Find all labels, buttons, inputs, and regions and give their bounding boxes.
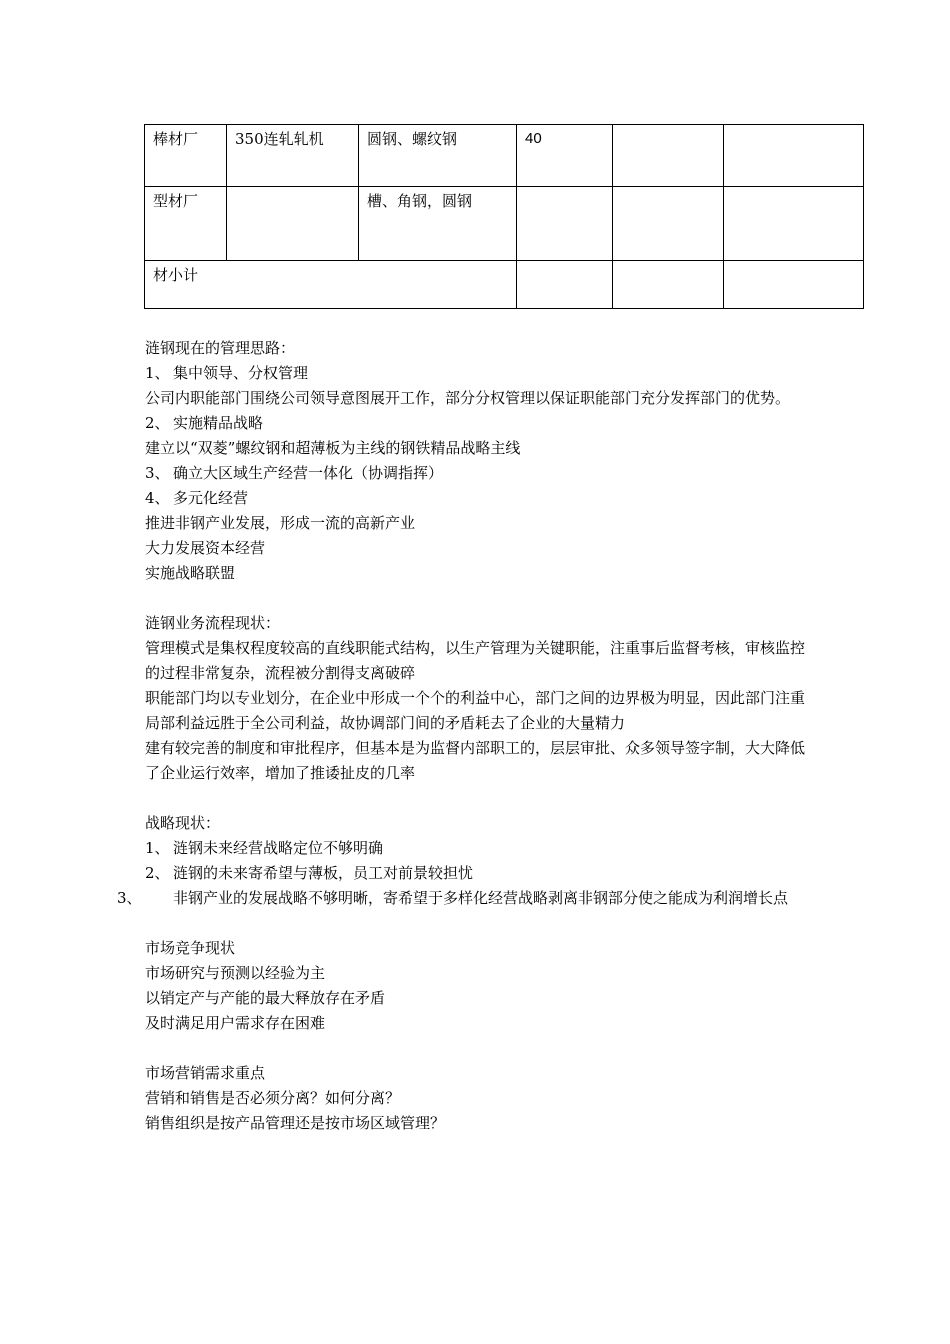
table-cell: 350连轧轧机 <box>227 125 359 187</box>
table-row <box>145 261 864 309</box>
table-cell: 圆钢、螺纹钢 <box>359 125 517 187</box>
list-item <box>145 461 825 486</box>
list-item <box>145 861 825 886</box>
paragraph: 以销定产与产能的最大释放存在矛盾 <box>145 989 386 1007</box>
section-title-marketing: 市场营销需求重点 <box>145 1064 266 1082</box>
paragraph: 营销和销售是否必须分离？如何分离？ <box>145 1089 401 1107</box>
section-title-mgmt: 涟钢现在的管理思路： <box>145 339 296 357</box>
spacer <box>145 586 825 611</box>
list-number: 3、 <box>117 889 142 907</box>
list-item <box>145 486 825 511</box>
paragraph: 建有较完善的制度和审批程序，但基本是为监督内部职工的，层层审批、众多领导签字制，大大降低了企业运行效率，增加了推诿扯皮的几率 <box>145 739 806 782</box>
section-title-market: 市场竞争现状 <box>145 939 236 957</box>
list-item <box>117 886 823 911</box>
list-number: 2、 <box>145 864 170 882</box>
table-row <box>145 125 864 187</box>
section-title-process: 涟钢业务流程现状： <box>145 614 281 632</box>
table-cell <box>227 187 359 261</box>
list-item <box>145 361 825 386</box>
list-number: 1、 <box>145 839 170 857</box>
table-cell: 槽、角钢，圆钢 <box>359 187 517 261</box>
paragraph: 市场研究与预测以经验为主 <box>145 964 326 982</box>
section-title-strategy: 战略现状： <box>145 814 221 832</box>
table-cell <box>724 261 864 309</box>
list-text: 实施精品战略 <box>173 414 264 432</box>
list-number: 4、 <box>145 489 170 507</box>
paragraph: 公司内职能部门围绕公司领导意图展开工作，部分分权管理以保证职能部门充分发挥部门的优势。 <box>145 389 791 407</box>
list-text: 确立大区域生产经营一体化（协调指挥） <box>173 464 444 482</box>
table-cell: 棒材厂 <box>145 125 227 187</box>
table-cell <box>724 187 864 261</box>
list-item <box>145 836 825 861</box>
table-cell <box>517 187 613 261</box>
paragraph: 管理模式是集权程度较高的直线职能式结构，以生产管理为关键职能，注重事后监督考核，审核监控的过程非常复杂，流程被分割得支离破碎 <box>145 639 806 682</box>
paragraph: 及时满足用户需求存在困难 <box>145 1014 326 1032</box>
spacer <box>145 1036 825 1061</box>
table-cell <box>517 261 613 309</box>
list-text: 非钢产业的发展战略不够明晰，寄希望于多样化经营战略剥离非钢部分使之能成为利润增长点 <box>173 889 789 907</box>
list-item <box>145 411 825 436</box>
table-cell <box>724 125 864 187</box>
document-body <box>117 336 825 1136</box>
paragraph: 职能部门均以专业划分，在企业中形成一个个的利益中心，部门之间的边界极为明显，因此部门注重局部利益远胜于全公司利益，故协调部门间的矛盾耗去了企业的大量精力 <box>145 689 806 732</box>
table-cell: 材小计 <box>145 261 517 309</box>
table-cell: 型材厂 <box>145 187 227 261</box>
paragraph: 销售组织是按产品管理还是按市场区域管理？ <box>145 1114 446 1132</box>
table-cell: 40 <box>517 125 613 187</box>
list-number: 1、 <box>145 364 170 382</box>
list-number: 2、 <box>145 414 170 432</box>
table-cell <box>613 261 724 309</box>
list-text: 集中领导、分权管理 <box>173 364 309 382</box>
list-text: 涟钢的未来寄希望与薄板，员工对前景较担忧 <box>173 864 474 882</box>
list-number: 3、 <box>145 464 170 482</box>
paragraph: 建立以“双菱”螺纹钢和超薄板为主线的钢铁精品战略主线 <box>145 439 521 457</box>
spacer <box>145 911 825 936</box>
table-cell <box>613 125 724 187</box>
paragraph: 实施战略联盟 <box>145 564 236 582</box>
list-text: 多元化经营 <box>173 489 249 507</box>
table-cell <box>613 187 724 261</box>
paragraph: 大力发展资本经营 <box>145 539 266 557</box>
mill-table <box>144 124 864 309</box>
table-row <box>145 187 864 261</box>
spacer <box>145 786 825 811</box>
paragraph: 推进非钢产业发展，形成一流的高新产业 <box>145 514 416 532</box>
list-text: 涟钢未来经营战略定位不够明确 <box>173 839 384 857</box>
